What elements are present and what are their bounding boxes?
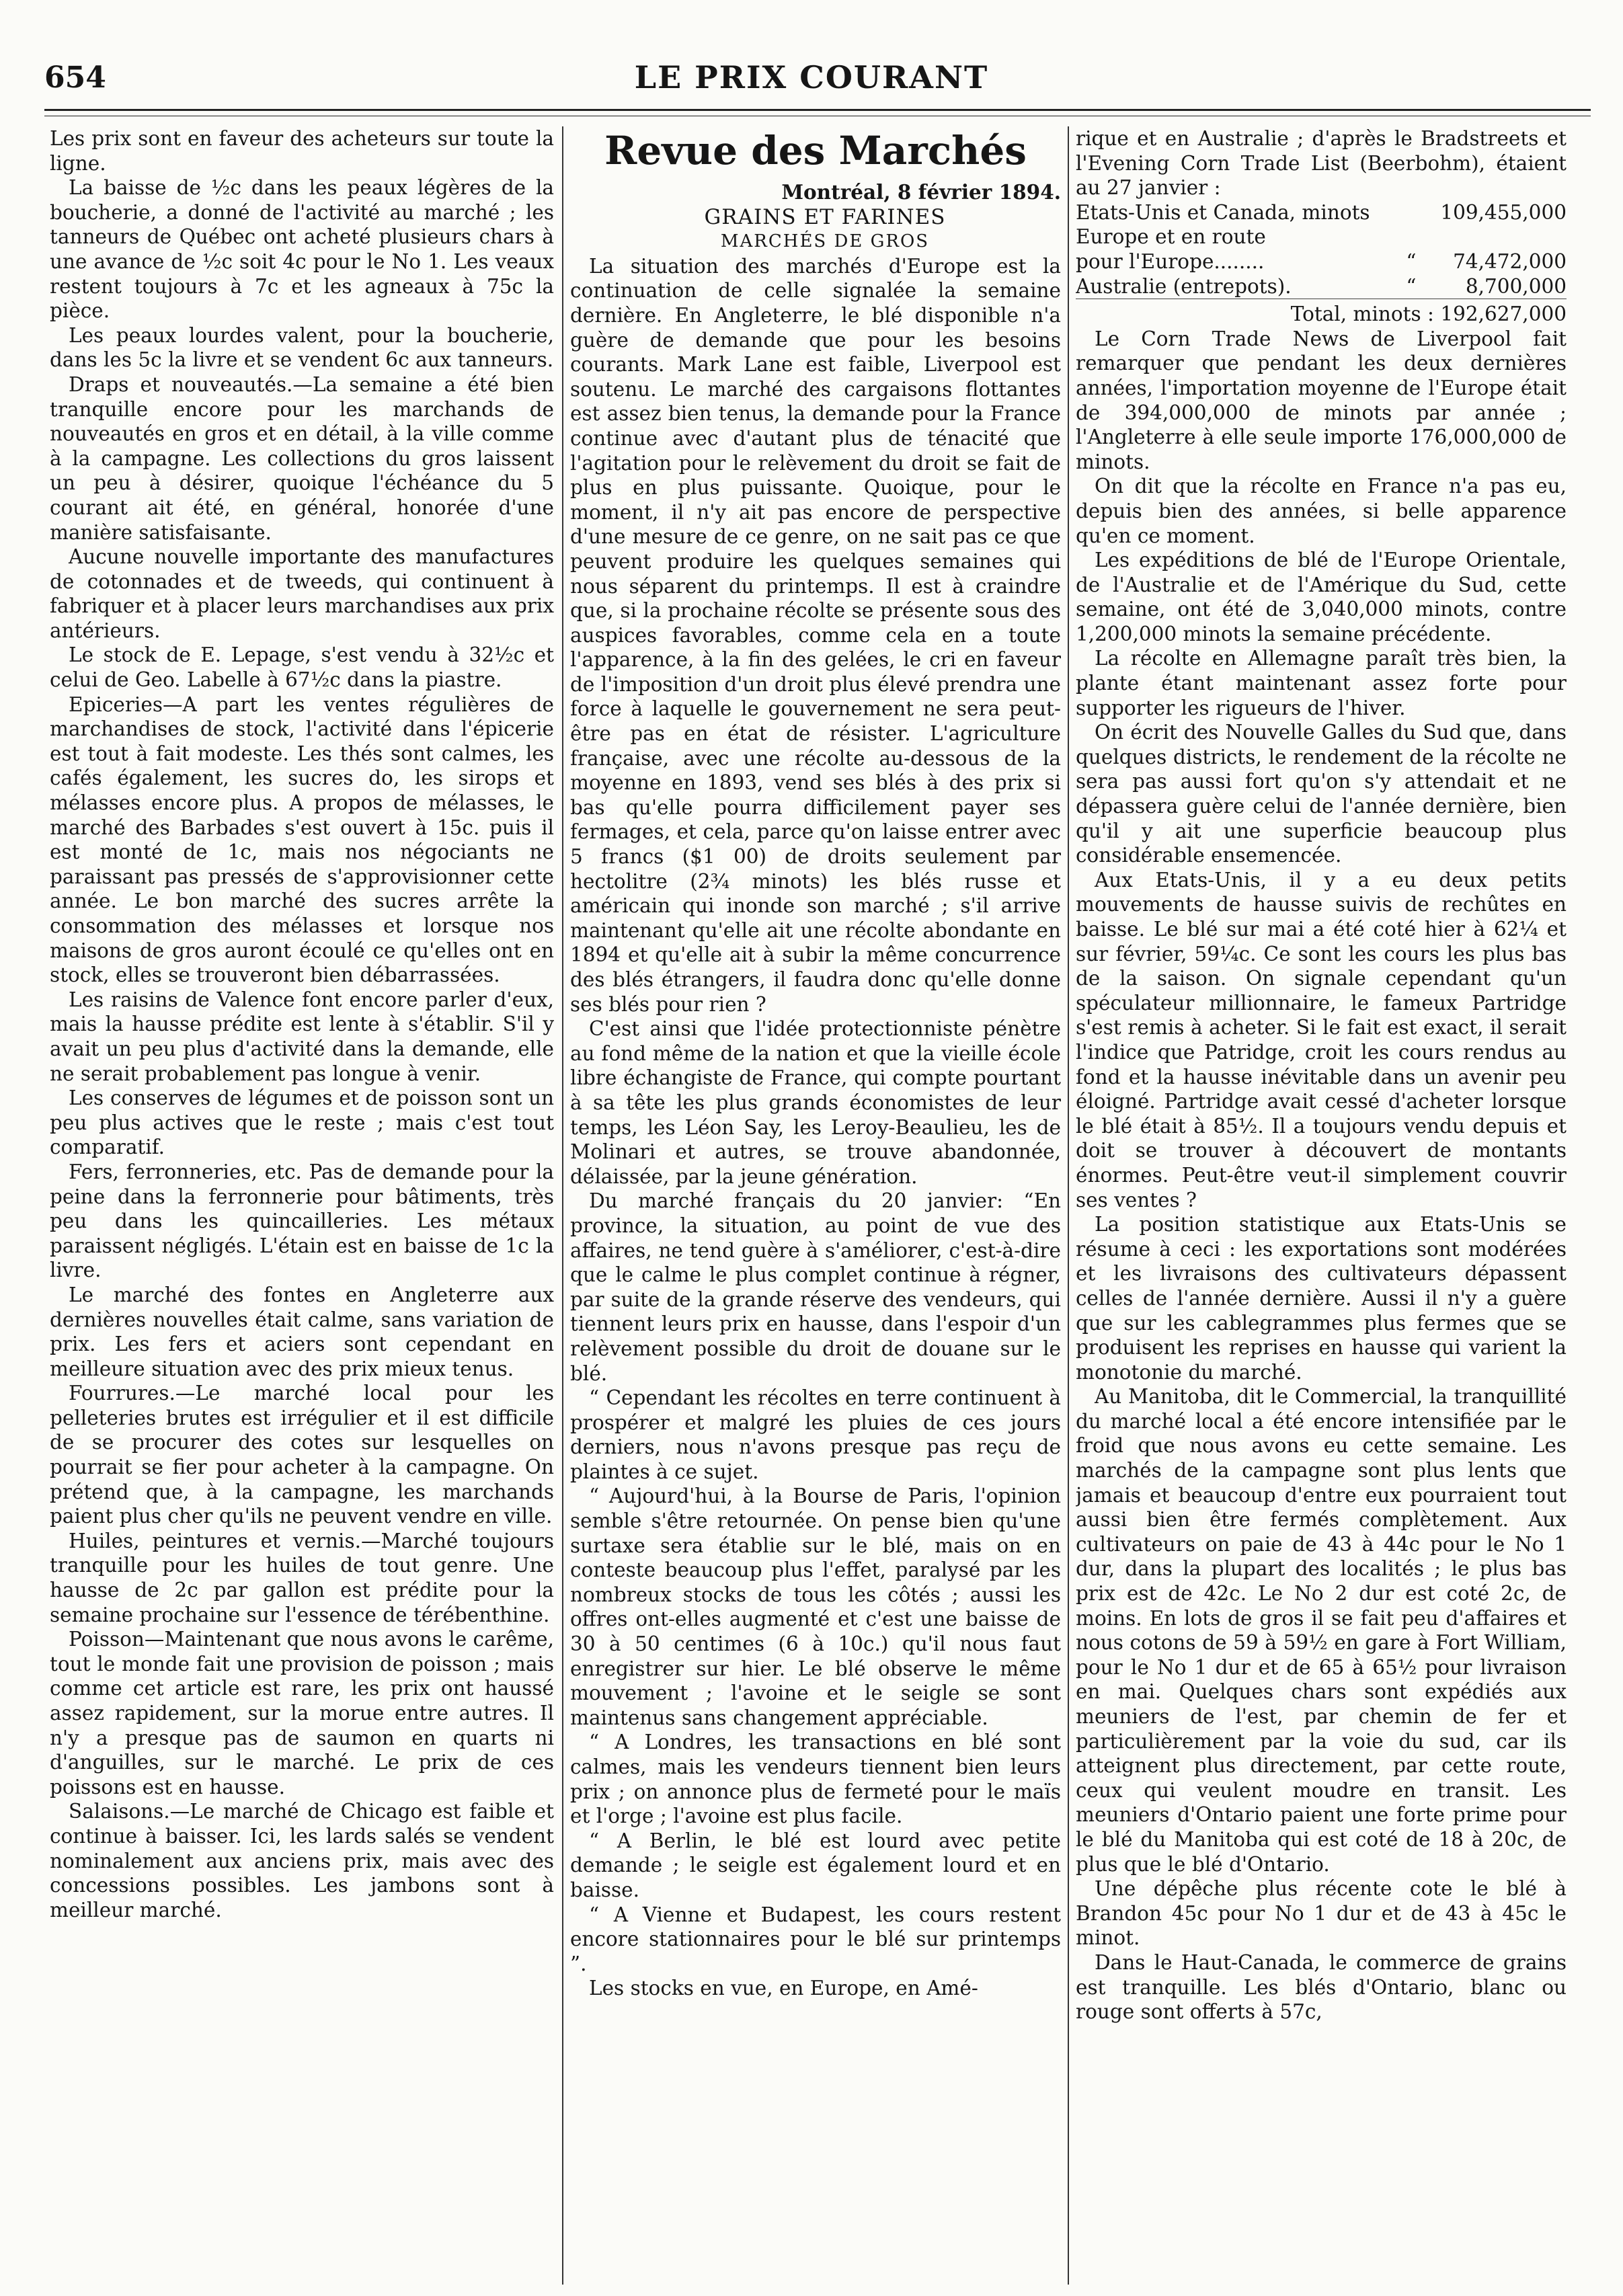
table-row: [1076, 249, 1567, 274]
subsection-heading: MARCHÉS DE GROS: [720, 231, 930, 252]
table-cell-label: Europe et en route: [1076, 225, 1266, 249]
table-cell-label: pour l'Europe........: [1076, 249, 1265, 273]
column-1: [50, 126, 554, 2278]
article-paragraph: Les expéditions de blé de l'Europe Orientale, de l'Australie et de l'Amérique du Sud, cette semaine, ont été de 3,040,000 minots, contre 1,200,000 minots la semaine précédente.: [1076, 549, 1567, 645]
article-paragraph: La récolte en Allemagne paraît très bien, la plante étant maintenant assez forte pour supporter les rigueurs de l'hiver.: [1076, 647, 1567, 719]
article-paragraph: Les conserves de légumes et de poisson sont un peu plus actives que le reste ; mais c'est tout comparatif.: [50, 1086, 554, 1159]
table-row: [1076, 274, 1567, 299]
article-paragraph: On écrit des Nouvelle Galles du Sud que, dans quelques districts, le rendement de la récolte ne sera pas aussi fort qu'on s'y attendait et ne dépassera guère celui de l'année dernière, bien qu'il y ait une superficie beaucoup plus considérable ensemencée.: [1076, 721, 1567, 867]
page-number: 654: [44, 61, 106, 95]
article-paragraph: Fourrures.—Le marché local pour les pelleteries brutes est irrégulier et il est difficile de se procurer des cotes sur lesquelles on pourrait se fier pour acheter à la campagne. On prétend que, à la campagne, les marchands paient plus cher qu'ils ne peuvent vendre en ville.: [50, 1382, 554, 1528]
table-cell-ditto: “: [1406, 249, 1417, 273]
article-paragraph: Du marché français du 20 janvier: “En province, la situation, au point de vue des affaires, ne tend guère à s'améliorer, c'est-à-dire que le calme le plus complet continue à régner, par suite de la grande réserve des vendeurs, qui tiennent leurs prix en hausse, dans l'espoir d'un relèvement possible du droit de douane sur le blé.: [570, 1189, 1061, 1385]
article-paragraph: Le marché des fontes en Angleterre aux dernières nouvelles était calme, sans variation de prix. Les fers et aciers sont cependant en meilleure situation avec des prix mieux tenus.: [50, 1283, 554, 1380]
table-row: [1076, 225, 1567, 249]
article-paragraph: Huiles, peintures et vernis.—Marché toujours tranquille pour les huiles de tout genre. Une hausse de 2c par gallon est prédite pour la semaine prochaine sur l'essence de térébenthine.: [50, 1529, 554, 1626]
table-cell-value: [1431, 225, 1567, 249]
table-row: [1076, 200, 1567, 225]
article-paragraph: C'est ainsi que l'idée protectionniste pénètre au fond même de la nation et que la vieille école libre échangiste de France, qui compte pourtant à sa tête les plus grands économistes de leur temps, les Léon Say, les Leroy-Beaulieu, les de Molinari et autres, se trouve abandonnée, délaissée, par la jeune génération.: [570, 1017, 1061, 1188]
article-paragraph: Epiceries—A part les ventes régulières de marchandises de stock, l'activité dans l'épicerie est tout à fait modeste. Les thés sont calmes, les cafés également, les sucres do, les sirops et mélasses encore plus. A propos de mélasses, le marché des Barbades s'est ouvert à 15c. puis il est monté de 1c, mais nos négociants ne paraissant pas pressés de s'approvisionner cette année. Le bon marché des sucres arrête la consommation des mélasses et lorsque nos maisons de gros auront écoulé ce qu'elles ont en stock, elles se trouveront bien débarrassées.: [50, 692, 554, 987]
table-cell-value: 109,455,000: [1440, 200, 1567, 224]
article-paragraph: Salaisons.—Le marché de Chicago est faible et continue à baisser. Ici, les lards salés se vendent nominalement aux anciens prix, mais avec des concessions possibles. Les jambons sont à meilleur marché.: [50, 1800, 554, 1922]
table-cell-ditto: [1391, 225, 1431, 249]
column-divider: [562, 126, 563, 2285]
article-paragraph: “ A Vienne et Budapest, les cours restent encore stationnaires pour le blé sur printemps ”.: [570, 1903, 1061, 1975]
header-rule: [44, 109, 1591, 111]
stocks-table: [1076, 200, 1567, 299]
table-cell-value: 8,700,000: [1465, 274, 1567, 298]
article-paragraph: rique et en Australie ; d'après le Bradstreets et l'Evening Corn Trade List (Beerbohm), étaient au 27 janvier :: [1076, 127, 1567, 200]
article-paragraph: Poisson—Maintenant que nous avons le carême, tout le monde fait une provision de poisson ; mais comme cet article est rare, les prix ont haussé assez rapidement, sur la morue entre autres. Il n'y a presque pas de saumon en quarts ni d'anguilles, sur le marché. Le prix de ces poissons est en hausse.: [50, 1628, 554, 1798]
article-paragraph: Aucune nouvelle importante des manufactures de cotonnades et de tweeds, qui continuent à fabriquer et à placer leurs marchandises aux prix antérieurs.: [50, 545, 554, 642]
article-paragraph: “ A Berlin, le blé est lourd avec petite demande ; le seigle est également lourd et en baisse.: [570, 1829, 1061, 1901]
column-divider: [1068, 126, 1069, 2285]
article-paragraph: La baisse de ½c dans les peaux légères de la boucherie, a donné de l'activité au marché ; les tanneurs de Québec ont acheté plusieurs chars à une avance de ½c soit 4c pour le No 1. Les veaux restent toujours à 7c et les agneaux à 75c la pièce.: [50, 176, 554, 323]
article-paragraph: Les prix sont en faveur des acheteurs sur toute la ligne.: [50, 127, 554, 175]
article-paragraph: Les raisins de Valence font encore parler d'eux, mais la hausse prédite est lente à s'établir. S'il y avait un peu plus d'activité dans la demande, elle ne serait probablement pas longue à venir.: [50, 988, 554, 1085]
table-cell-label: Etats-Unis et Canada, minots: [1076, 200, 1370, 224]
article-paragraph: “ Aujourd'hui, à la Bourse de Paris, l'opinion semble s'être retournée. On pense bien qu'une surtaxe sera établie sur le blé, mais on en conteste beaucoup plus l'effet, paralysé par les nombreux stocks de tous les côtés ; aussi les offres ont-elles augmenté et c'est une baisse de 30 à 50 centimes (6 à 10c.) qu'il nous faut enregistrer sur hier. Le blé observe le même mouvement ; l'avoine et le seigle se sont maintenus sans changement appréciable.: [570, 1485, 1061, 1729]
article-paragraph: Une dépêche plus récente cote le blé à Brandon 45c pour No 1 dur et de 43 à 45c le minot.: [1076, 1877, 1567, 1950]
column-2: [570, 126, 1061, 2278]
article-paragraph: “ Cependant les récoltes en terre continuent à prospérer et malgré les pluies de ces jours derniers, nous n'avons presque pas reçu de plaintes à ce sujet.: [570, 1386, 1061, 1483]
article-paragraph: Les peaux lourdes valent, pour la boucherie, dans les 5c la livre et se vendent 6c aux tanneurs.: [50, 323, 554, 372]
stocks-total: Total, minots : 192,627,000: [1076, 299, 1567, 327]
article-paragraph: La position statistique aux Etats-Unis se résume à ceci : les exportations sont modérées et les livraisons des cultivateurs dépassent celles de l'année dernière. Aussi il n'y a guère que sur les cablegrammes plus fermes que se produisent les reprises en hausse qui varient la monotonie du marché.: [1076, 1213, 1567, 1384]
article-paragraph: Aux Etats-Unis, il y a eu deux petits mouvements de hausse suivis de rechûtes en baisse. Le blé sur mai a été coté hier à 62¼ et sur février, 59¼c. Ce sont les cours les plus bas de la saison. On signale cependant qu'un spéculateur millionnaire, le fameux Partridge s'est remis à acheter. Si le fait est exact, il serait l'indice que Patridge, croit les cours rendus au fond et la hausse inévitable dans un avenir peu éloigné. Partridge avait cessé d'acheter lorsque le blé était à 85½. Il a toujours vendu depuis et doit se trouver à découvert de montants énormes. Peut-être veut-il simplement couvrir ses ventes ?: [1076, 868, 1567, 1212]
article-paragraph: Le Corn Trade News de Liverpool fait remarquer que pendant les deux dernières années, l'importation moyenne de l'Europe était de 394,000,000 de minots par année ; l'Angleterre à elle seule importe 176,000,000 de minots.: [1076, 327, 1567, 473]
article-paragraph: “ A Londres, les transactions en blé sont calmes, mais les vendeurs tiennent bien leurs prix ; on annonce plus de fermeté pour le maïs et l'orge ; l'avoine est plus facile.: [570, 1731, 1061, 1828]
article-paragraph: Le stock de E. Lepage, s'est vendu à 32½c et celui de Geo. Labelle à 67½c dans la piastre.: [50, 643, 554, 692]
dateline: Montréal, 8 février 1894.: [781, 180, 1061, 204]
article-paragraph: Les stocks en vue, en Europe, en Amé-: [589, 1977, 978, 2000]
article-paragraph: Fers, ferronneries, etc. Pas de demande pour la peine dans la ferronnerie pour bâtiments, très peu dans les quincailleries. Les métaux paraissent négligés. L'étain est en baisse de 1c la livre.: [50, 1160, 554, 1282]
article-paragraph: Draps et nouveautés.—La semaine a été bien tranquille encore pour les marchands de nouveautés en gros et en détail, à la ville comme à la campagne. Les collections du gros laissent un peu à désirer, quoique l'échéance du 5 courant ait été, en général, honorée d'une manière satisfaisante.: [50, 372, 554, 544]
publication-title: LE PRIX COURANT: [634, 59, 989, 95]
section-heading: GRAINS ET FARINES: [704, 204, 946, 229]
section-title: Revue des Marchés: [604, 128, 1027, 173]
table-cell-ditto: “: [1406, 274, 1417, 298]
article-paragraph: La situation des marchés d'Europe est la continuation de celle signalée la semaine dernière. En Angleterre, le blé disponible n'a guère de demande que pour les besoins courants. Mark Lane est faible, Liverpool est soutenu. Le marché des cargaisons flottantes est assez bien tenus, la demande pour la France continue avec d'autant plus de ténacité que l'agitation pour le relèvement du droit se fait de plus en plus puissante. Quoique, pour le moment, il n'y ait pas encore de perspective d'une mesure de ce genre, on ne sait pas ce que peuvent produire les quelques semaines qui nous séparent du printemps. Il est à craindre que, si la prochaine récolte se présente sous des auspices favorables, comme cela en a toute l'apparence, à la fin des gelées, le cri en faveur de l'imposition d'un droit plus élevé prendra une force à laquelle le gouvernement ne sera peut-être pas en état de résister. L'agriculture française, avec une récolte au-dessous de la moyenne en 1893, vend ses blés à des prix si bas qu'elle pourra difficilement payer ses fermages, et cela, parce qu'on laisse entrer avec 5 francs ($1 00) de droits seulement par hectolitre (2¾ minots) les blés russe et américain qui inonde son marché ; s'il arrive maintenant qu'elle ait une récolte abondante en 1894 et qu'elle ait à subir la même concurrence des blés étrangers, il faudra donc qu'elle donne ses blés pour rien ?: [570, 254, 1061, 1016]
table-cell-value: 74,472,000: [1453, 249, 1567, 273]
column-3: [1076, 126, 1567, 2278]
table-cell-label: Australie (entrepots).: [1076, 274, 1292, 298]
article-paragraph: Au Manitoba, dit le Commercial, la tranquillité du marché local a été encore intensifiée par le froid que nous avons eu cette semaine. Les marchés de la campagne sont plus lents que jamais et beaucoup d'entre eux pourraient tout aussi bien être fermés complètement. Aux cultivateurs on paie de 43 à 44c pour le No 1 dur, dans la plupart des localités ; le plus bas prix est de 42c. Le No 2 dur est coté 2c, de moins. En lots de gros il se fait peu d'affaires et nous cotons de 59 à 59½ en gare à Fort William, pour le No 1 dur et de 65 à 65½ pour livraison en mai. Quelques chars sont expédiés aux meuniers de l'est, par chemin de fer et particulièrement par la voie du sud, car ils atteignent plus directement, par cette route, ceux qui veulent moudre en transit. Les meuniers d'Ontario paient une forte prime pour le blé du Manitoba qui est coté de 18 à 20c, de plus que le blé d'Ontario.: [1076, 1385, 1567, 1876]
article-paragraph: On dit que la récolte en France n'a pas eu, depuis bien des années, si belle apparence qu'en ce moment.: [1076, 475, 1567, 547]
table-cell-ditto: [1391, 200, 1431, 225]
article-paragraph: Dans le Haut-Canada, le commerce de grains est tranquille. Les blés d'Ontario, blanc ou rouge sont offerts à 57c,: [1076, 1950, 1567, 2024]
